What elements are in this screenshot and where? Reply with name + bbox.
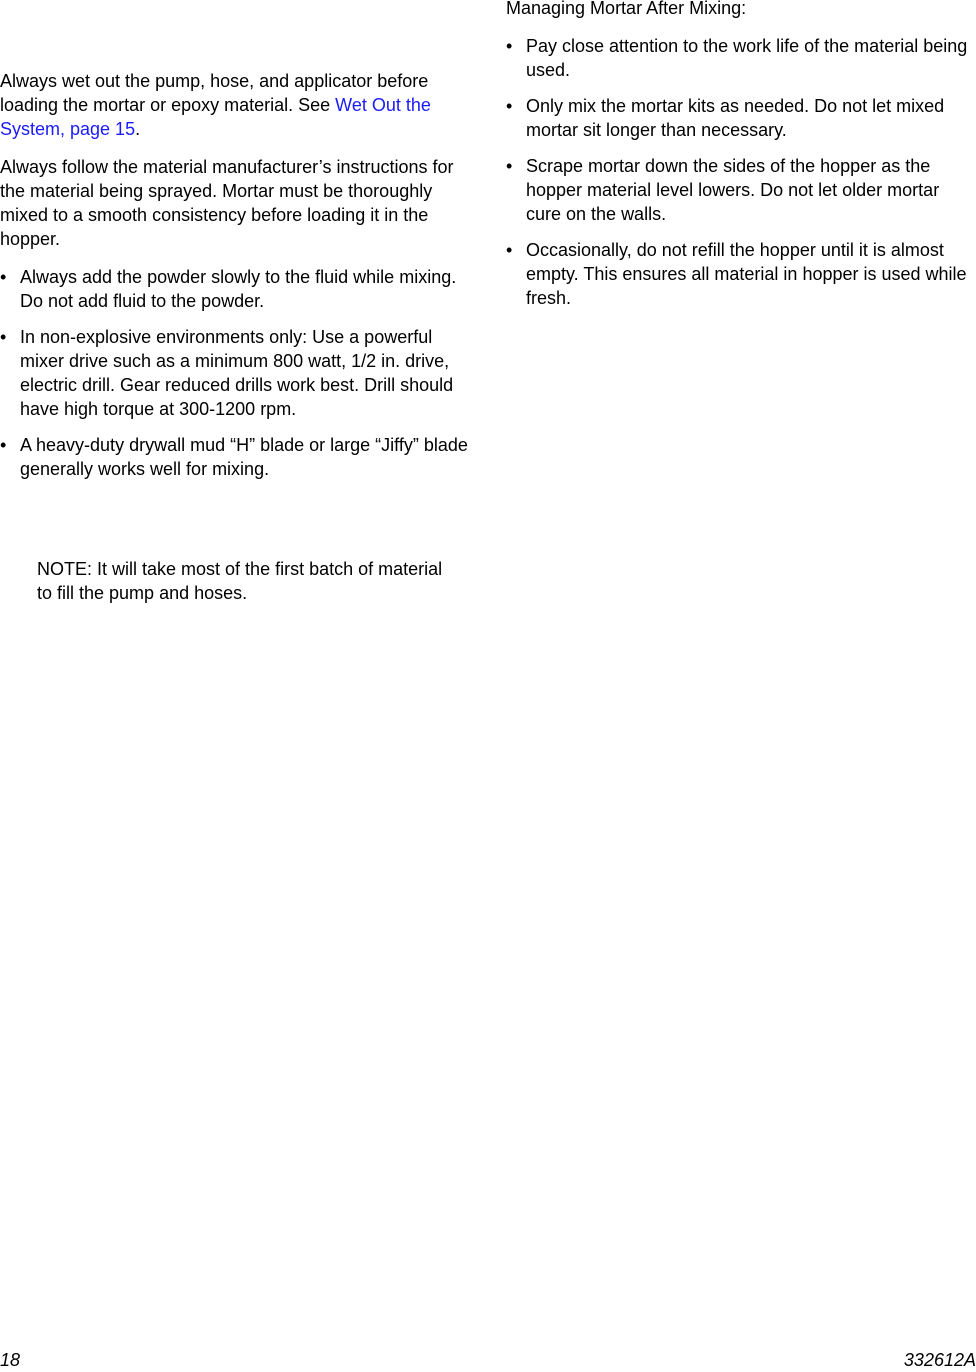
note-label: NOTE bbox=[37, 559, 88, 579]
page-number: 18 bbox=[0, 1350, 21, 1370]
managing-mortar-bullet-list bbox=[506, 34, 974, 322]
bullet-text: Occasionally, do not refill the hopper until it is almost empty. This ensures all material in hopper is used while fresh. bbox=[526, 240, 967, 308]
list-item bbox=[506, 154, 974, 226]
manufacturer-instructions-paragraph: Always follow the material manufacturer’s instructions for the material being sprayed. Mortar must be thoroughly mixed to a smooth consistency before loading it in the hopper. bbox=[0, 157, 454, 249]
bullet-text: Always add the powder slowly to the fluid while mixing. Do not add fluid to the powder. bbox=[20, 267, 457, 311]
managing-mortar-heading: Managing Mortar After Mixing: bbox=[506, 0, 747, 18]
wet-out-text: Always wet out the pump, hose, and applicator before loading the mortar or epoxy material. See bbox=[0, 71, 429, 115]
bullet-text: Scrape mortar down the sides of the hopper as the hopper material level lowers. Do not let older mortar cure on the walls. bbox=[526, 156, 940, 224]
bullet-text: Only mix the mortar kits as needed. Do not let mixed mortar sit longer than necessary. bbox=[526, 96, 945, 140]
list-item bbox=[506, 34, 974, 82]
bullet-text: A heavy-duty drywall mud “H” blade or large “Jiffy” blade generally works well for mixing. bbox=[20, 435, 468, 479]
list-item bbox=[0, 325, 470, 421]
bullet-icon: • bbox=[506, 96, 513, 116]
wet-out-period: . bbox=[135, 119, 141, 139]
bullet-icon: • bbox=[0, 267, 7, 287]
bullet-icon: • bbox=[506, 240, 513, 260]
list-item bbox=[0, 433, 470, 481]
wet-out-system-link[interactable]: Wet Out the System, page 15 bbox=[0, 95, 431, 139]
document-number: 332612A bbox=[903, 1350, 976, 1370]
bullet-icon: • bbox=[506, 36, 513, 56]
bullet-text: In non-explosive environments only: Use a powerful mixer drive such as a minimum 800 watt, 1/2 in. drive, electric drill. Gear reduced drills work best. Drill should have high torque at 300-1200 rpm. bbox=[20, 327, 454, 419]
wet-out-paragraph bbox=[0, 69, 475, 141]
list-item bbox=[506, 94, 974, 142]
mixing-bullet-list bbox=[0, 265, 470, 493]
bullet-icon: • bbox=[0, 327, 7, 347]
bullet-text: Pay close attention to the work life of the material being used. bbox=[526, 36, 968, 80]
list-item bbox=[0, 265, 470, 313]
note-text: : It will take most of the first batch of material to fill the pump and hoses. bbox=[37, 559, 443, 603]
bullet-icon: • bbox=[506, 156, 513, 176]
list-item bbox=[506, 238, 974, 310]
note bbox=[37, 557, 457, 605]
bullet-icon: • bbox=[0, 435, 7, 455]
